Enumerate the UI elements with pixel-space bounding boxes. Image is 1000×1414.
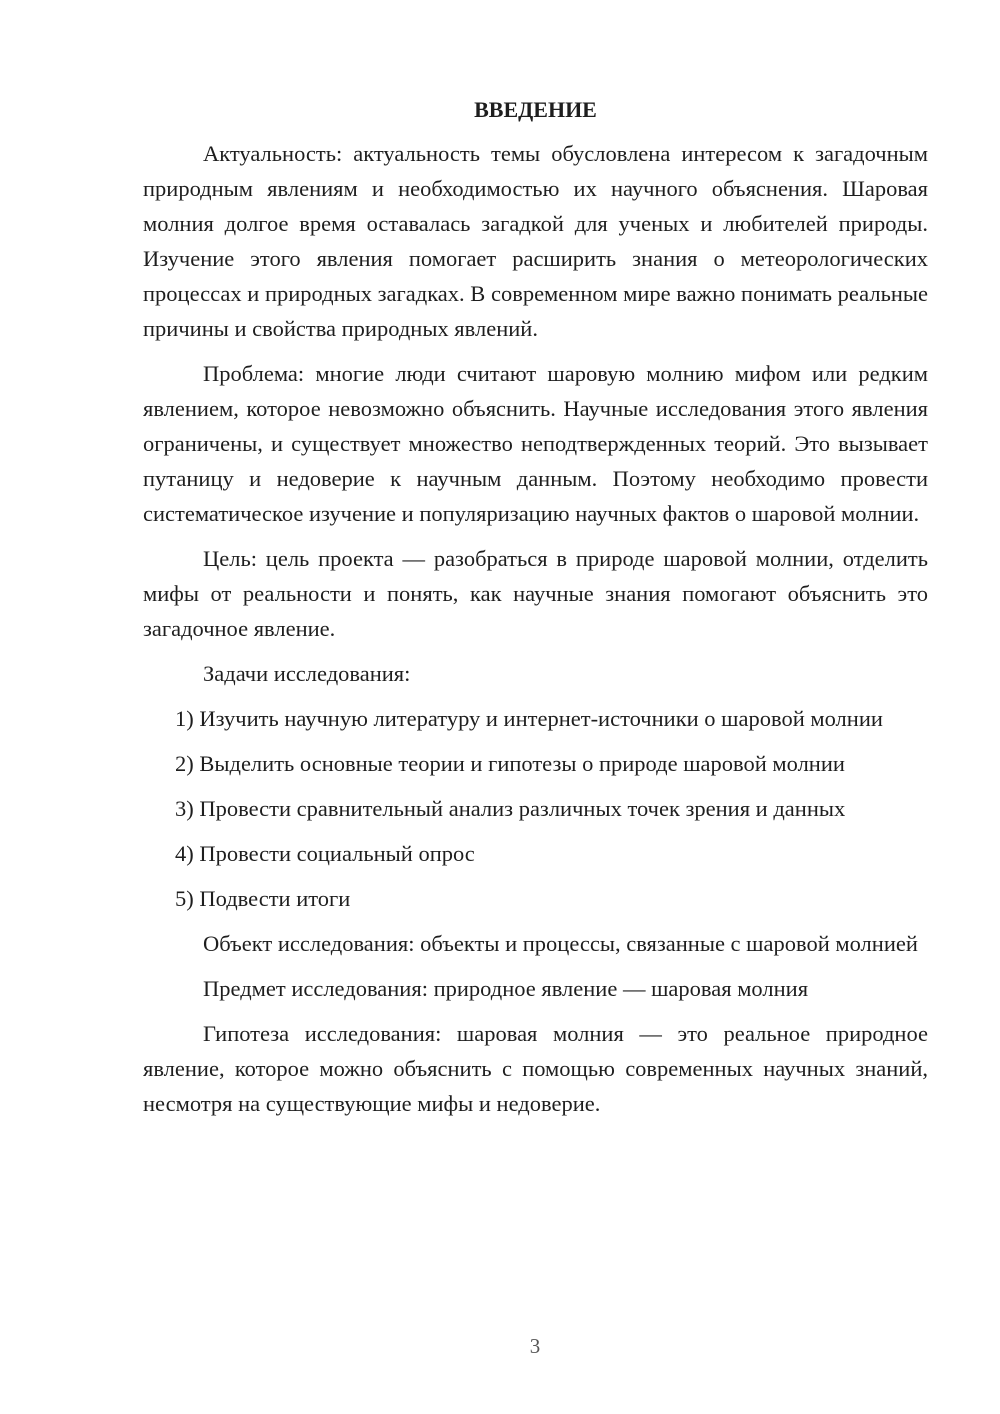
task-item: 2) Выделить основные теории и гипотезы о природе шаровой молнии [175, 751, 845, 776]
goal-paragraph: Цель: цель проекта — разобраться в природе шаровой молнии, отделить мифы от реальности и понять, как научные знания помогают объяснить это загадочное явление. [143, 546, 928, 641]
task-item: 3) Провести сравнительный анализ различных точек зрения и данных [175, 796, 846, 821]
page-number: 3 [529, 1334, 541, 1358]
problem-paragraph: Проблема: многие люди считают шаровую молнию мифом или редким явлением, которое невозможно объяснить. Научные исследования этого явления ограничены, и существует множество неподтвержденных теорий. Это вызывает путаницу и недоверие к научным данным. Поэтому необходимо провести систематическое изучение и популяризацию научных фактов о шаровой молнии. [143, 361, 928, 526]
tasks-heading: Задачи исследования: [203, 661, 411, 686]
task-item: 5) Подвести итоги [175, 886, 351, 911]
object-paragraph: Объект исследования: объекты и процессы, связанные с шаровой молнией [203, 931, 918, 956]
document-page [143, 96, 928, 1131]
task-item: 4) Провести социальный опрос [175, 841, 475, 866]
relevance-paragraph: Актуальность: актуальность темы обусловлена интересом к загадочным природным явлениям и необходимостью их научного объяснения. Шаровая молния долгое время оставалась загадкой для ученых и любителей природы. Изучение этого явления помогает расширить знания о метеорологических процессах и природных загадках. В современном мире важно понимать реальные причины и свойства природных явлений. [143, 141, 928, 341]
subject-paragraph: Предмет исследования: природное явление — шаровая молния [203, 976, 809, 1001]
hypothesis-paragraph: Гипотеза исследования: шаровая молния — это реальное природное явление, которое можно объяснить с помощью современных научных знаний, несмотря на существующие мифы и недоверие. [143, 1021, 928, 1116]
task-item: 1) Изучить научную литературу и интернет-источники о шаровой молнии [175, 706, 883, 731]
page-title: ВВЕДЕНИЕ [474, 97, 597, 122]
